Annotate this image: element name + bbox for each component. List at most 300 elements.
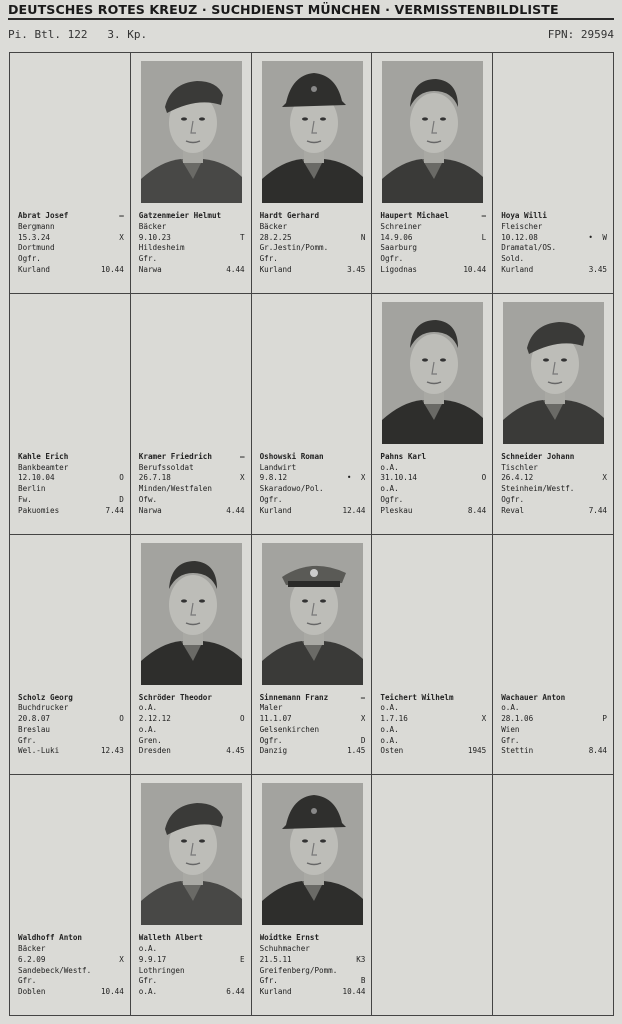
marker: – [360,692,366,702]
birth-place-line [260,725,366,736]
portrait-photo [382,61,483,203]
person-name-line [139,933,245,944]
portrait-photo [141,61,242,203]
person-info [380,693,486,758]
person-occupation-line [139,463,245,474]
birth-place-line [139,484,245,495]
birth-place: o.A. [138,724,158,734]
person-name-line [139,211,245,222]
person-card [10,53,131,294]
birth-date-line [139,473,245,484]
person-name: Kahle Erich [18,451,69,461]
marker: X [119,232,124,242]
person-occupation-line [139,944,245,955]
birth-place-line [18,243,124,254]
person-name: Pahns Karl [380,451,427,461]
person-name-line [380,211,486,222]
birth-date-line [18,233,124,244]
person-name: Gatzenmeier Helmut [138,211,222,220]
military-rank-line [139,736,245,747]
birth-place-line [501,243,607,254]
birth-date: 28.1.06 [501,714,534,724]
last-location-line [139,265,245,276]
empty-cell [372,775,493,1016]
missing-date: 12.43 [100,746,124,756]
birth-place-line [139,243,245,254]
person-name-line [18,693,124,704]
military-rank-line [260,976,366,987]
person-name-line [260,452,366,463]
marker: X [119,954,124,964]
person-occupation-line [501,222,607,233]
person-name-line [380,452,486,463]
person-info [260,452,366,517]
person-info [260,693,366,758]
missing-date: 10.44 [463,264,487,274]
birth-place-line [260,484,366,495]
birth-place: Gelsenkirchen [259,724,320,734]
military-rank: Gfr. [259,254,278,264]
birth-place: Gr.Jestin/Pomm. [259,243,329,253]
military-rank: Ogfr. [18,254,41,264]
portrait-photo [262,783,363,925]
missing-persons-grid [9,52,614,1016]
military-rank: Ofw. [138,494,158,504]
last-location: Narwa [138,505,162,515]
person-card [131,535,252,776]
portrait-photo [141,543,242,685]
portrait-photo [503,302,604,444]
military-rank: Sold. [501,254,525,264]
last-location-line [501,746,607,757]
birth-place: Saarburg [380,243,417,253]
marker: B [360,976,366,986]
birth-place: Breslau [18,724,51,734]
birth-place: Wien [501,724,520,734]
person-card [131,294,252,535]
birth-date: 14.9.06 [380,232,413,242]
birth-date-line [501,714,607,725]
birth-date-line [18,473,124,484]
missing-date: 8.44 [467,505,487,515]
military-rank: Ogfr. [380,254,404,264]
person-occupation: Bäcker [259,221,288,231]
person-name-line [501,211,607,222]
birth-place: Dortmund [18,243,55,253]
person-info [18,211,124,276]
person-occupation: Landwirt [259,462,297,472]
person-info [501,452,607,517]
page-title: DEUTSCHES ROTES KREUZ · SUCHDIENST MÜNCHEN · VERMISSTENBILDLISTE [8,2,559,17]
military-rank: Fw. [18,494,32,504]
birth-date: 15.3.24 [18,232,51,242]
last-location: Pleskau [380,505,413,515]
person-name-line [18,452,124,463]
person-occupation: o.A. [380,703,399,713]
marker: N [360,232,366,242]
person-info [260,933,366,998]
marker: P [602,714,607,724]
marker: • [346,473,352,483]
birth-place-line [501,484,607,495]
person-name: Oshowski Roman [259,451,324,461]
birth-place-line [18,966,124,977]
person-info [18,933,124,998]
last-location-line [139,506,245,517]
missing-date: 10.44 [100,264,124,274]
marker: X [360,714,366,724]
sub-header [8,28,614,42]
last-location-line [501,506,607,517]
birth-place: Dramatal/OS. [501,243,557,253]
person-name-line [260,693,366,704]
person-info [260,211,366,276]
birth-date: 31.10.14 [380,473,417,483]
person-info [380,211,486,276]
birth-place-line [260,243,366,254]
last-location-line [18,746,124,757]
military-rank: Gfr. [18,735,37,745]
person-name: Sinnemann Franz [259,692,329,702]
birth-date-line [18,955,124,966]
person-card [131,775,252,1016]
military-rank-line [139,254,245,265]
marker: T [240,232,245,242]
military-rank-line [139,976,245,987]
military-rank-line [18,254,124,265]
last-location: Kurland [259,505,292,515]
last-location: Stettin [501,746,534,756]
birth-date: 21.5.11 [259,954,292,964]
person-occupation: Berufssoldat [138,462,194,472]
marker: D [119,494,124,504]
military-rank: Gfr. [138,254,158,264]
birth-place: Greifenberg/Pomm. [259,965,338,975]
last-location: Osten [380,746,404,756]
military-rank-line [18,976,124,987]
person-occupation: o.A. [501,703,520,713]
person-occupation: o.A. [380,462,399,472]
person-name: Waldhoff Anton [18,933,83,943]
page-header [8,2,614,20]
person-occupation-line [139,703,245,714]
missing-date: 8.44 [588,746,607,756]
person-occupation: o.A. [138,944,158,954]
marker: – [481,211,487,220]
birth-date-line [18,714,124,725]
missing-date: 12.44 [342,505,366,515]
military-rank: Ogfr. [259,494,283,504]
last-location-line [501,265,607,276]
person-card [10,535,131,776]
person-name: Hardt Gerhard [259,211,320,220]
person-info [139,693,245,758]
person-occupation: Bergmann [18,221,55,231]
last-location-line [260,987,366,998]
last-location: o.A. [138,987,158,997]
marker: L [481,232,487,242]
birth-place: Hildesheim [138,243,185,253]
marker: E [240,954,245,964]
military-rank: o.A. [380,735,399,745]
marker: O [119,473,124,483]
person-card [131,53,252,294]
last-location: Wel.-Luki [18,746,60,756]
marker: W [602,232,607,242]
person-name-line [501,693,607,704]
person-occupation-line [139,222,245,233]
birth-place-line [501,725,607,736]
military-rank-line [18,736,124,747]
military-rank: Gfr. [18,976,37,986]
marker: K3 [356,954,366,964]
person-card [252,294,373,535]
birth-place: o.A. [380,484,399,494]
missing-date: 7.44 [588,505,607,515]
person-occupation: Schreiner [380,221,422,231]
birth-date: 9.8.12 [259,473,288,483]
person-card [252,775,373,1016]
birth-place: Minden/Westfalen [138,484,212,494]
birth-date-line [501,233,607,244]
person-card [372,53,493,294]
birth-place: Steinheim/Westf. [501,484,575,494]
person-card [493,294,614,535]
birth-place: Sandebeck/Westf. [18,965,92,975]
last-location-line [139,746,245,757]
last-location: Reval [501,505,525,515]
person-name: Scholz Georg [18,692,73,702]
marker: O [481,473,487,483]
missing-date: 1.45 [347,746,366,756]
person-occupation-line [18,703,124,714]
last-location: Ligodnas [380,264,417,274]
birth-date: 20.8.07 [18,714,51,724]
birth-date-line [501,473,607,484]
last-location: Kurland [18,264,51,274]
person-name: Wachauer Anton [501,692,566,702]
person-name-line [260,933,366,944]
military-rank: Gfr. [259,976,278,986]
birth-date-line [380,233,486,244]
portrait-photo [141,783,242,925]
military-rank-line [380,254,486,265]
person-name: Walleth Albert [138,933,203,943]
person-name-line [380,693,486,704]
military-rank-line [380,495,486,506]
birth-place: o.A. [380,724,399,734]
birth-place-line [18,725,124,736]
portrait-photo [262,61,363,203]
person-info [139,452,245,517]
birth-date: 10.12.08 [501,232,538,242]
fpn-label: FPN: 29594 [547,28,614,41]
birth-place-line [139,966,245,977]
marker: X [481,714,487,724]
person-info [139,933,245,998]
person-info [501,693,607,758]
person-occupation: Bäcker [18,944,46,954]
person-occupation: Bankbeamter [18,462,69,472]
military-rank: Ogfr. [380,494,404,504]
person-occupation-line [380,463,486,474]
birth-place-line [260,966,366,977]
person-name: Kramer Friedrich [138,451,212,461]
person-occupation-line [260,703,366,714]
birth-date-line [260,714,366,725]
last-location: Danzig [259,746,288,756]
person-card [493,535,614,776]
military-rank: Ogfr. [501,494,525,504]
person-card [252,535,373,776]
last-location-line [18,265,124,276]
last-location-line [18,987,124,998]
military-rank-line [18,495,124,506]
military-rank-line [260,254,366,265]
missing-date: 1945 [467,746,487,756]
military-rank-line [260,495,366,506]
person-occupation-line [380,222,486,233]
person-info [380,452,486,517]
last-location-line [260,746,366,757]
missing-date: 6.44 [226,987,245,997]
birth-date: 9.9.17 [138,954,167,964]
last-location-line [380,265,486,276]
military-rank-line [380,736,486,747]
military-rank: Gfr. [501,735,520,745]
marker: X [602,473,607,483]
person-occupation: Fleischer [501,221,543,231]
person-occupation-line [18,463,124,474]
birth-date-line [139,955,245,966]
last-location-line [18,506,124,517]
person-name: Schröder Theodor [138,692,212,702]
birth-place: Berlin [18,484,46,494]
person-info [18,693,124,758]
missing-date: 10.44 [100,987,124,997]
last-location: Kurland [259,264,292,274]
person-card [10,294,131,535]
missing-date: 4.45 [226,746,245,756]
person-name: Teichert Wilhelm [380,692,454,702]
military-rank-line [501,736,607,747]
person-occupation-line [260,222,366,233]
missing-date: 4.44 [226,505,245,515]
marker: O [240,714,245,724]
last-location: Kurland [501,264,534,274]
birth-date-line [380,473,486,484]
person-info [18,452,124,517]
person-card [493,53,614,294]
military-rank: Ogfr. [259,735,283,745]
person-name: Woidtke Ernst [259,933,320,943]
person-name: Schneider Johann [501,451,575,461]
birth-place-line [380,484,486,495]
military-rank-line [501,495,607,506]
person-occupation-line [260,463,366,474]
birth-date: 11.1.07 [259,714,292,724]
last-location-line [139,987,245,998]
birth-place-line [18,484,124,495]
military-rank-line [139,495,245,506]
birth-place-line [139,725,245,736]
last-location: Pakuomies [18,505,60,515]
marker: O [119,714,124,724]
birth-date: 12.10.04 [18,473,55,483]
last-location: Narwa [138,264,162,274]
unit-label: Pi. Btl. 122 3. Kp. [8,28,148,41]
person-occupation-line [18,944,124,955]
person-info [139,211,245,276]
birth-date: 2.12.12 [138,714,171,724]
person-occupation: Buchdrucker [18,703,69,713]
person-name-line [18,933,124,944]
person-info [501,211,607,276]
last-location-line [380,506,486,517]
person-name-line [139,693,245,704]
person-card [372,535,493,776]
empty-cell [493,775,614,1016]
person-card [10,775,131,1016]
last-location: Kurland [259,987,292,997]
birth-date-line [380,714,486,725]
military-rank-line [260,736,366,747]
birth-date-line [139,233,245,244]
marker: X [360,473,366,483]
person-card [372,294,493,535]
portrait-photo [382,302,483,444]
birth-date-line [260,955,366,966]
last-location-line [380,746,486,757]
birth-date-line [260,233,366,244]
person-name-line [501,452,607,463]
missing-date: 10.44 [342,987,366,997]
person-occupation: Tischler [501,462,538,472]
marker: – [240,451,245,461]
person-name-line [18,211,124,222]
missing-date: 7.44 [105,505,124,515]
person-name-line [260,211,366,222]
person-occupation: Schuhmacher [259,944,310,954]
birth-date: 1.7.16 [380,714,408,724]
birth-place: Lothringen [138,965,185,975]
marker: – [119,211,124,220]
birth-date: 26.7.18 [138,473,171,483]
birth-date-line [260,473,366,484]
birth-date: 28.2.25 [259,232,292,242]
person-occupation: Maler [259,703,283,713]
marker: • [588,232,593,242]
birth-date: 26.4.12 [501,473,534,483]
person-occupation-line [501,703,607,714]
birth-place-line [380,243,486,254]
last-location: Dresden [138,746,171,756]
missing-date: 4.44 [226,264,245,274]
birth-date: 9.10.23 [138,232,171,242]
missing-date: 3.45 [347,264,366,274]
person-name-line [139,452,245,463]
person-occupation-line [380,703,486,714]
military-rank: Gfr. [138,976,158,986]
last-location-line [260,265,366,276]
person-occupation: o.A. [138,703,158,713]
birth-place-line [380,725,486,736]
birth-place: Skaradowo/Pol. [259,484,324,494]
marker: D [360,735,366,745]
marker: X [240,473,245,483]
person-name: Hoya Willi [501,211,547,220]
military-rank: Gren. [138,735,162,745]
